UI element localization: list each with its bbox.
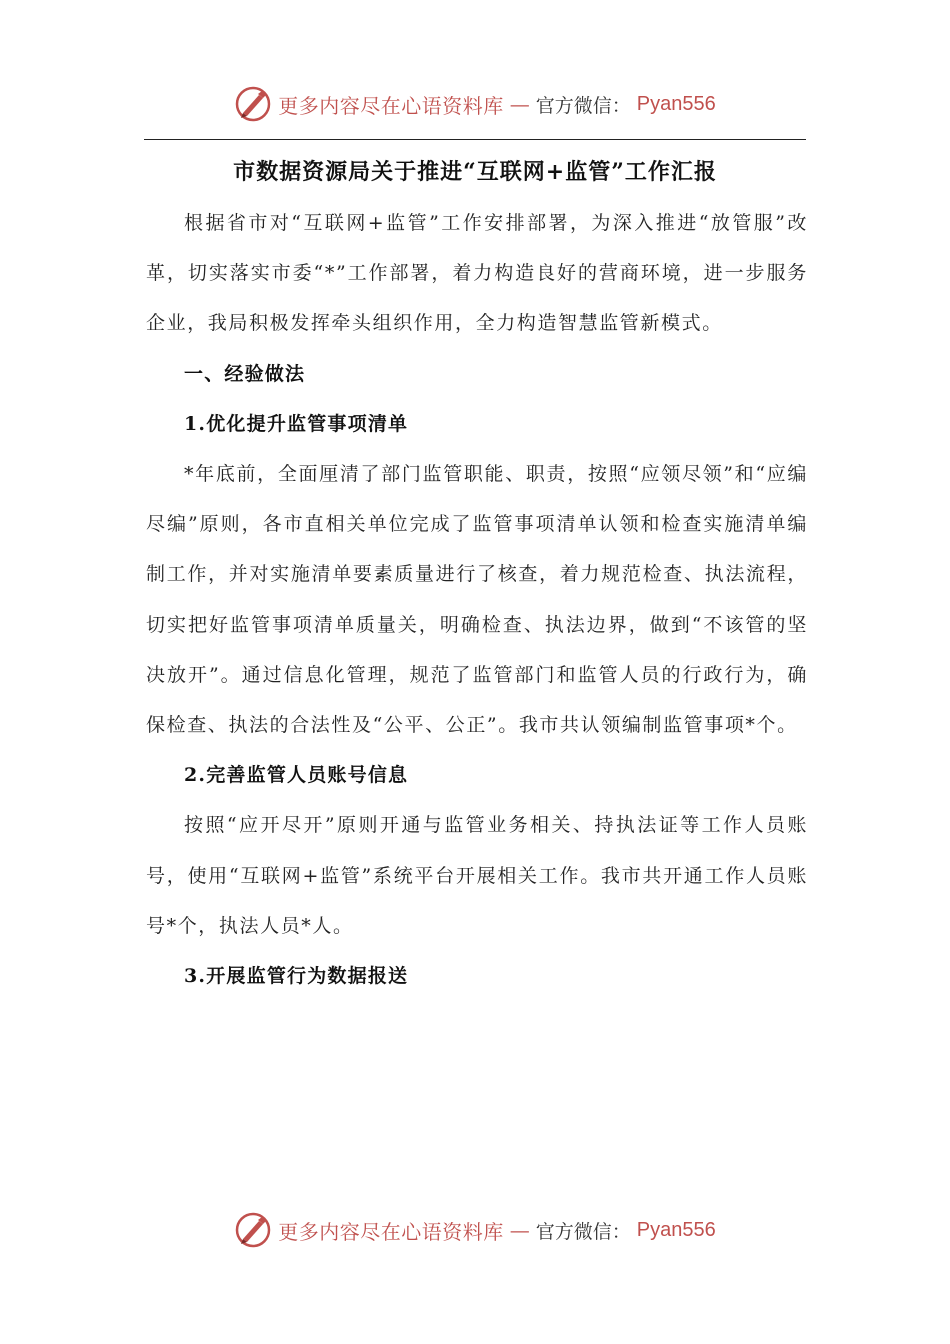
subheading-1: 1.优化提升监管事项清单 [184, 412, 409, 435]
document-title: 市数据资源局关于推进“互联网+监管”工作汇报 [233, 159, 717, 185]
section-heading-1: 一、经验做法 [184, 362, 306, 385]
subheading-2: 2.完善监管人员账号信息 [184, 764, 409, 787]
pen-logo-icon [234, 1211, 272, 1249]
header-divider [144, 139, 806, 140]
footer-watermark [0, 1208, 950, 1252]
watermark-wechat: Pyan556 [636, 92, 716, 115]
subheading-1-paragraph: *年底前，全面厘清了部门监管职能、职责，按照“应领尽领”和“应编尽编”原则，各市直相关单位完成了监管事项清单认领和检查实施清单编制工作，并对实施清单要素质量进行了核查，着力规范检查、执法流程，切实把好监管事项清单质量关，明确检查、执法边界，做到“不该管的坚决放开”。通过信息化管理，规范了监管部门和监管人员的行政行为，确保检查、执法的合法性及“公平、公正”。我市共认领编制监管事项*个。 [146, 463, 808, 737]
watermark-dash: — [509, 92, 530, 116]
watermark-text: 更多内容尽在心语资料库 [278, 1219, 504, 1244]
document-body [146, 198, 808, 1001]
intro-paragraph: 根据省市对“互联网+监管”工作安排部署，为深入推进“放管服”改革，切实落实市委“*”工作部署，着力构造良好的营商环境，进一步服务企业，我局积极发挥牵头组织作用，全力构造智慧监管新模式。 [146, 212, 808, 335]
watermark-sub: 官方微信： [535, 94, 631, 117]
watermark-wechat: Pyan556 [636, 1218, 716, 1241]
subheading-3: 3.开展监管行为数据报送 [184, 965, 409, 988]
subheading-2-paragraph: 按照“应开尽开”原则开通与监管业务相关、持执法证等工作人员账号，使用“互联网+监管”系统平台开展相关工作。我市共开通工作人员账号*个，执法人员*人。 [146, 814, 808, 937]
pen-logo-icon [234, 85, 272, 123]
watermark-dash: — [509, 1218, 530, 1242]
watermark-sub: 官方微信： [535, 1220, 631, 1243]
header-watermark [0, 82, 950, 126]
watermark-text: 更多内容尽在心语资料库 [278, 93, 504, 118]
